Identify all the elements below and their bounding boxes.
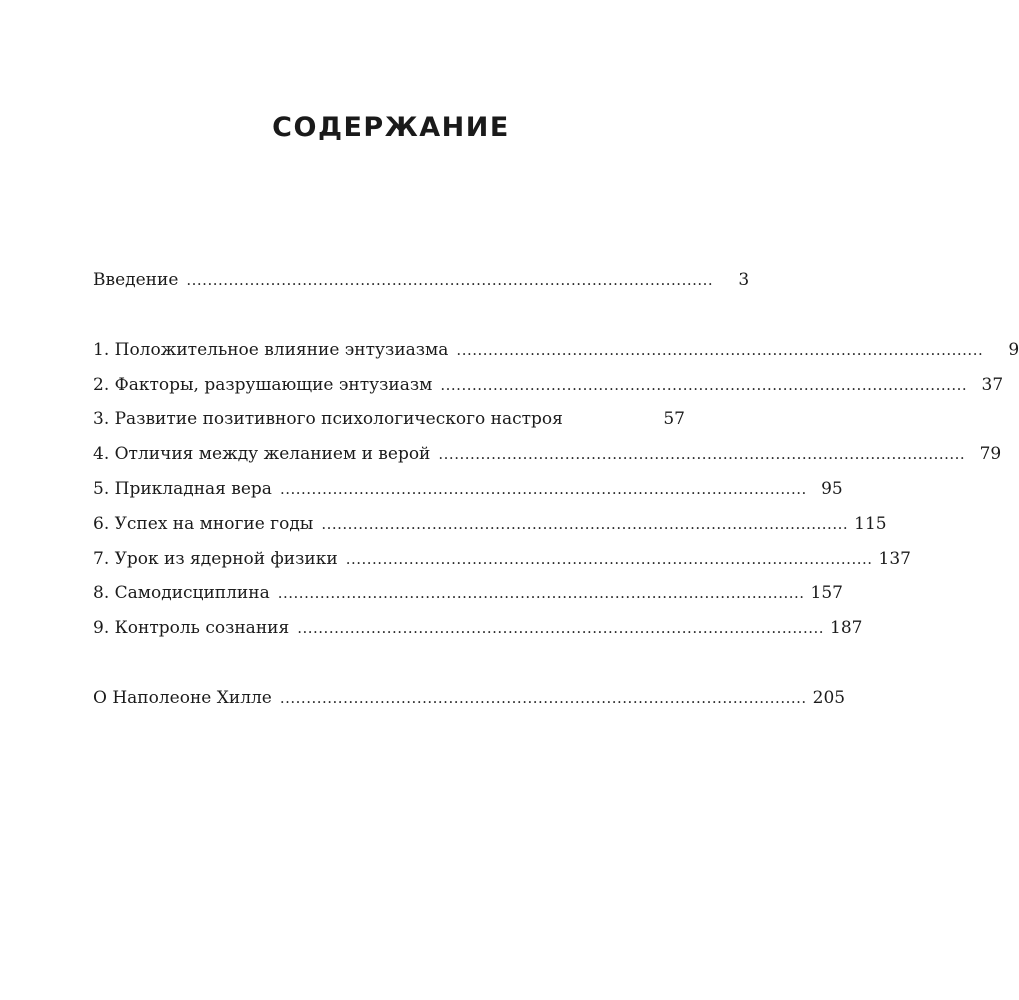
- toc-page-number: 37: [981, 375, 1004, 395]
- toc-page-number: 187: [830, 618, 863, 638]
- dot-leader: ....................................................................................................: [279, 480, 807, 498]
- toc-entry-label: 9. Контроль сознания: [93, 618, 290, 638]
- toc-page-number: 95: [821, 479, 843, 499]
- dot-leader: ....................................................................................................: [321, 515, 849, 533]
- toc-entry-label: 4. Отличия между желанием и верой: [93, 444, 431, 464]
- toc-page-number: 57: [663, 409, 685, 429]
- toc-entry-label: 1. Положительное влияние энтузиазма: [93, 340, 449, 360]
- toc-entry-chapter-6[interactable]: [93, 512, 887, 536]
- toc-entry-about-author[interactable]: [93, 686, 846, 710]
- toc-entry-label: 2. Факторы, разрушающие энтузиазм: [93, 375, 433, 395]
- toc-page-number: 3: [738, 270, 750, 290]
- dot-leader: ....................................................................................................: [456, 341, 984, 359]
- dot-leader: ....................................................................................................: [345, 550, 873, 568]
- toc-entry-label: О Наполеоне Хилле: [93, 688, 272, 708]
- toc-entry-label: Введение: [93, 270, 179, 290]
- dot-leader: ....................................................................................................: [186, 271, 714, 289]
- toc-entry-chapter-7[interactable]: [93, 547, 911, 571]
- toc-entry-chapter-4[interactable]: [93, 442, 1002, 466]
- toc-entry-label: 3. Развитие позитивного психологического настроя: [93, 409, 563, 429]
- toc-entry-chapter-2[interactable]: [93, 373, 1004, 397]
- toc-page-number: 205: [812, 688, 846, 708]
- page-title: СОДЕРЖАНИЕ: [272, 112, 510, 143]
- toc-entry-introduction[interactable]: [93, 268, 750, 292]
- toc-page-number: 137: [878, 549, 911, 569]
- toc-entry-label: 5. Прикладная вера: [93, 479, 272, 499]
- toc-entry-chapter-9[interactable]: [93, 616, 863, 640]
- toc-entry-label: 8. Самодисциплина: [93, 583, 270, 603]
- toc-entry-chapter-3[interactable]: [93, 407, 685, 431]
- toc-entry-chapter-5[interactable]: [93, 477, 843, 501]
- toc-page-number: 79: [979, 444, 1002, 464]
- dot-leader: ....................................................................................................: [279, 689, 807, 707]
- dot-leader: ....................................................................................................: [297, 619, 825, 637]
- toc-entry-chapter-8[interactable]: [93, 581, 843, 605]
- dot-leader: ....................................................................................................: [440, 376, 968, 394]
- dot-leader: ....................................................................................................: [438, 445, 966, 463]
- toc-entry-chapter-1[interactable]: [93, 338, 1019, 362]
- dot-leader: ....................................................................................................: [277, 584, 805, 602]
- toc-page-number: 115: [854, 514, 887, 534]
- toc-entry-label: 7. Урок из ядерной физики: [93, 549, 338, 569]
- toc-page-number: 157: [810, 583, 843, 603]
- toc-entry-label: 6. Успех на многие годы: [93, 514, 314, 534]
- toc-page-number: 9: [1008, 340, 1019, 360]
